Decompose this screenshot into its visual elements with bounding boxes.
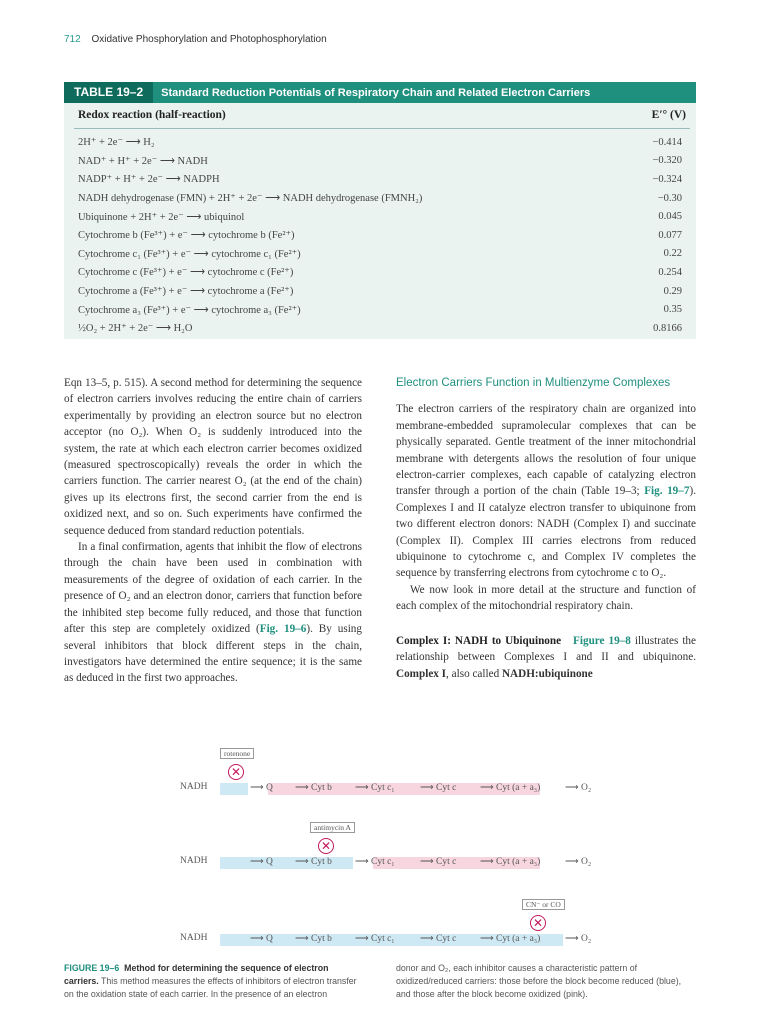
reaction-cell: Cytochrome c₁ (Fe³⁺) + e⁻ ⟶ cytochrome c₁ (Fe²⁺) (78, 248, 301, 260)
table-row (78, 170, 682, 189)
left-text-column (64, 375, 362, 687)
carrier-node: ⟶ Cyt c₁ (355, 934, 395, 944)
potential-cell: 0.35 (663, 304, 682, 316)
inhibitor-label: CN⁻ or CO (522, 899, 565, 910)
table-column-headers (78, 109, 686, 121)
block-icon: ✕ (530, 915, 546, 931)
figure-title: Method for determining the sequence of electron carriers. (64, 963, 329, 986)
figure-ref-link[interactable]: Fig. 19–7 (644, 485, 690, 498)
carrier-node: ⟶ Cyt c₁ (355, 857, 395, 867)
carrier-node: ⟶ Q (250, 783, 273, 793)
table-title: Standard Reduction Potentials of Respiratory Chain and Related Electron Carriers (161, 86, 591, 99)
block-icon: ✕ (318, 838, 334, 854)
reaction-cell: Ubiquinone + 2H⁺ + 2e⁻ ⟶ ubiquinol (78, 211, 245, 223)
table-row (78, 152, 682, 171)
reaction-cell: NADP⁺ + H⁺ + 2e⁻ ⟶ NADPH (78, 174, 220, 186)
body-paragraph: The electron carriers of the respiratory chain are organized into membrane-embedded supramolecular complexes that can be physically separated. Gentle treatment of the inner mitochondrial membrane with detergents allows the resolution of four unique electron-carrier complexes, each capable of catalyzing electron transfer through a portion of the chain (Table 19–3; Fig. 19–7). Complexes I and II catalyze electron transfer to ubiquinone from two different electron donors: NADH (Complex I) and succinate (Complex II). Complex III carries electrons from reduced ubiquinone to cytochrome c, and Complex IV completes the sequence by transferring electrons from cytochrome c to O₂. (396, 403, 696, 580)
reaction-cell: Cytochrome a₃ (Fe³⁺) + e⁻ ⟶ cytochrome a₃ (Fe²⁺) (78, 304, 301, 316)
potential-cell: 0.077 (658, 229, 682, 241)
carrier-node: ⟶ Q (250, 857, 273, 867)
reaction-cell: ½O₂ + 2H⁺ + 2e⁻ ⟶ H₂O (78, 323, 193, 335)
reduced-segment (220, 857, 353, 869)
body-paragraph: In a final confirmation, agents that inhibit the flow of electrons through the chain have been used in combination with measurements of the degree of oxidation of each carrier. In the presence of O₂ and an electron donor, carriers that function before the inhibited step become fully reduced, and those that function after this step are completely oxidized (Fig. 19–6). By using several inhibitors that block different steps in the chain, investigators have determined the entire sequence; it is the same as deduced in the first two approaches. (64, 541, 362, 685)
reaction-cell: NAD⁺ + H⁺ + 2e⁻ ⟶ NADH (78, 155, 208, 167)
reaction-cell: NADH dehydrogenase (FMN) + 2H⁺ + 2e⁻ ⟶ NADH dehydrogenase (FMNH₂) (78, 193, 423, 205)
reaction-cell: Cytochrome c (Fe³⁺) + e⁻ ⟶ cytochrome c (Fe²⁺) (78, 267, 294, 279)
body-paragraph: Complex I: NADH to Ubiquinone Figure 19–8 illustrates the relationship between Complexes I and II and ubiquinone. Complex I, also called NADH:ubiquinone (396, 634, 696, 680)
carrier-node: ⟶ Cyt (a + a₃) (480, 857, 541, 867)
potential-cell: 0.29 (663, 285, 682, 297)
table-row (78, 226, 682, 245)
table-rows (78, 133, 682, 338)
inhibitor-diagram (180, 740, 600, 960)
carrier-node: ⟶ Cyt c (420, 934, 457, 944)
carrier-node: ⟶ Cyt b (295, 783, 332, 793)
carrier-node: ⟶ O₂ (565, 783, 592, 793)
page-number: 712 (64, 34, 81, 45)
carrier-node: ⟶ Q (250, 934, 273, 944)
figure-label: FIGURE 19–6 (64, 963, 120, 973)
potential-cell: 0.22 (663, 248, 682, 260)
inhibitor-label: antimycin A (310, 822, 355, 833)
carrier-node: NADH (180, 856, 208, 866)
table-row (78, 263, 682, 282)
potential-cell: 0.045 (658, 211, 682, 223)
carrier-node: ⟶ Cyt (a + a₃) (480, 934, 541, 944)
potential-cell: −0.324 (652, 173, 682, 185)
table-header-bar (64, 82, 696, 103)
table-row (78, 300, 682, 319)
potential-cell: 0.254 (658, 266, 682, 278)
carrier-node: ⟶ Cyt b (295, 857, 332, 867)
carrier-node: ⟶ O₂ (565, 857, 592, 867)
column-header-potential: E′° (V) (651, 109, 686, 121)
reaction-cell: 2H⁺ + 2e⁻ ⟶ H₂ (78, 137, 155, 149)
figure-ref-link[interactable]: Figure 19–8 (573, 634, 631, 647)
carrier-node: ⟶ Cyt c₁ (355, 783, 395, 793)
reduced-segment (220, 783, 248, 795)
potential-cell: 0.8166 (653, 322, 682, 334)
carrier-node: ⟶ Cyt c (420, 783, 457, 793)
potential-cell: −0.414 (652, 136, 682, 148)
carrier-chain (180, 856, 590, 870)
table-row (78, 245, 682, 264)
reduction-potentials-table (64, 103, 696, 339)
body-paragraph: We now look in more detail at the structure and function of each complex of the mitochondrial respiratory chain. (396, 583, 696, 613)
carrier-node: ⟶ O₂ (565, 934, 592, 944)
carrier-node: NADH (180, 782, 208, 792)
table-row (78, 189, 682, 208)
carrier-chain (180, 782, 590, 796)
carrier-node: ⟶ Cyt (a + a₃) (480, 783, 541, 793)
subsection-heading: Complex I: NADH to Ubiquinone (396, 634, 562, 647)
body-paragraph: Eqn 13–5, p. 515). A second method for determining the sequence of electron carriers involves reducing the entire chain of carriers experimentally by providing an electron source but no electron acceptor (no O₂). When O₂ is suddenly introduced into the system, the rate at which each electron carrier becomes oxidized (measured spectroscopically) reveals the order in which the carriers function. The carrier nearest O₂ (at the end of the chain) gives up its electrons first, the second carrier from the end is oxidized next, and so on. Such experiments have confirmed the sequence deduced from standard reduction potentials. (64, 377, 362, 537)
table-divider (74, 128, 690, 129)
figure-ref-link[interactable]: Fig. 19–6 (259, 623, 307, 636)
table-row (78, 319, 682, 338)
running-header (64, 34, 327, 45)
carrier-node: NADH (180, 933, 208, 943)
block-icon: ✕ (228, 764, 244, 780)
table-row (78, 207, 682, 226)
potential-cell: −0.30 (657, 192, 682, 204)
inhibitor-label: rotenone (220, 748, 254, 759)
reaction-cell: Cytochrome a (Fe³⁺) + e⁻ ⟶ cytochrome a (Fe²⁺) (78, 286, 294, 298)
carrier-chain (180, 933, 590, 947)
carrier-node: ⟶ Cyt b (295, 934, 332, 944)
table-label: TABLE 19–2 (64, 82, 153, 103)
right-text-column (396, 375, 696, 682)
potential-cell: −0.320 (652, 155, 682, 167)
reaction-cell: Cytochrome b (Fe³⁺) + e⁻ ⟶ cytochrome b (Fe²⁺) (78, 230, 295, 242)
table-row (78, 282, 682, 301)
column-header-reaction: Redox reaction (half-reaction) (78, 109, 226, 121)
section-heading: Electron Carriers Function in Multienzyme Complexes (396, 377, 671, 389)
running-title: Oxidative Phosphorylation and Photophosphorylation (91, 34, 327, 45)
carrier-node: ⟶ Cyt c (420, 857, 457, 867)
table-row (78, 133, 682, 152)
